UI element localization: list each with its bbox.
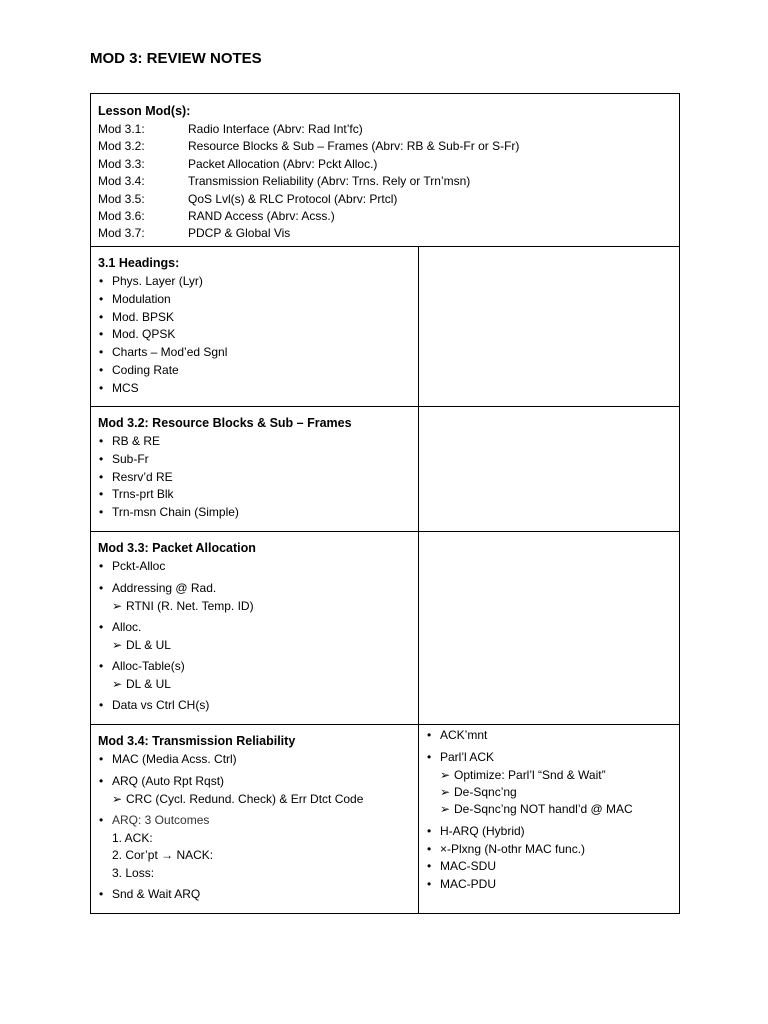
list-item — [98, 697, 411, 715]
arrow-bullet-icon: ➢ — [112, 637, 123, 652]
section-3-4-cell — [91, 725, 419, 913]
list-item-text: MAC-PDU — [440, 877, 496, 892]
lessons-heading: Lesson Mod(s): — [98, 104, 191, 118]
lesson-code: Mod 3.6: — [98, 209, 145, 224]
list-item: • Trn-msn Chain (Simple) — [98, 504, 411, 522]
list-item: • Sub-Fr — [98, 451, 411, 469]
arrow-bullet-icon: ➢ — [440, 785, 451, 799]
section-3-1-row — [91, 247, 679, 407]
sub-item-text: RTNI (R. Net. Temp. ID) — [126, 598, 254, 613]
sub-item-text: CRC (Cycl. Redund. Check) & Err Dtct Code — [126, 791, 364, 806]
list-item — [426, 749, 672, 819]
arrow-bullet-icon: ➢ — [112, 598, 123, 613]
list-item-text: Snd & Wait ARQ — [112, 887, 201, 902]
section-3-4-notes — [419, 725, 679, 913]
section-heading: Mod 3.3: Packet Allocation — [98, 541, 256, 555]
arrow-bullet-icon: ➢ — [440, 802, 451, 817]
section-heading: 3.1 Headings: — [98, 256, 180, 270]
section-3-2-cell — [91, 407, 419, 531]
section-3-3-row — [91, 532, 679, 725]
sub-item — [112, 598, 411, 615]
bullet-list — [98, 273, 411, 398]
arrow-bullet-icon: ➢ — [112, 791, 123, 806]
list-item: • MCS — [98, 380, 411, 398]
sub-item-text: Optimize: Parl’l “Snd & Wait” — [454, 767, 606, 782]
page-title: MOD 3: REVIEW NOTES — [90, 50, 262, 67]
section-heading: Mod 3.4: Transmission Reliability — [98, 734, 296, 748]
sub-item — [440, 784, 672, 801]
notes-table — [90, 93, 680, 914]
list-item — [426, 727, 672, 745]
section-3-2-row — [91, 407, 679, 532]
arrow-bullet-icon: ➢ — [440, 767, 451, 782]
list-item-text: Pckt-Alloc — [112, 559, 166, 573]
lesson-desc: Packet Allocation (Abrv: Pckt Alloc.) — [188, 156, 378, 171]
list-item — [426, 841, 672, 859]
bullet-list — [98, 558, 411, 715]
list-item-text: MAC-SDU — [440, 859, 496, 874]
section-heading: Mod 3.2: Resource Blocks & Sub – Frames — [98, 416, 352, 430]
lesson-desc: Radio Interface (Abrv: Rad Int’fc) — [188, 122, 363, 136]
list-item: • Coding Rate — [98, 362, 411, 380]
section-3-3-cell — [91, 532, 419, 724]
sub-item — [112, 791, 411, 808]
list-item: • Mod. BPSK — [98, 309, 411, 327]
list-item — [426, 858, 672, 876]
lesson-item — [98, 121, 672, 138]
list-item — [426, 876, 672, 894]
lessons-list — [98, 121, 672, 243]
lesson-item — [98, 225, 672, 242]
sub-item-text: DL & UL — [126, 637, 171, 652]
list-item — [98, 619, 411, 654]
lesson-item — [98, 191, 672, 208]
numbered-item: 2. Cor’pt → NACK: — [112, 848, 214, 863]
list-item: • Trns-prt Blk — [98, 486, 411, 504]
list-item: • Phys. Layer (Lyr) — [98, 273, 411, 291]
list-item-text: ×-Plxng (N-othr MAC func.) — [440, 841, 586, 856]
lesson-desc: PDCP & Global Vis — [188, 226, 291, 241]
list-item-text: Alloc. — [112, 620, 142, 634]
lesson-item — [98, 173, 672, 190]
lesson-code: Mod 3.2: — [98, 139, 145, 154]
list-item: • Resrv’d RE — [98, 469, 411, 487]
list-item-text: Data vs Ctrl CH(s) — [112, 698, 210, 713]
lesson-code: Mod 3.3: — [98, 156, 145, 171]
sub-item — [440, 767, 672, 784]
list-item — [98, 773, 411, 808]
lesson-item — [98, 138, 672, 155]
list-item — [98, 558, 411, 576]
section-3-3-notes — [419, 532, 679, 724]
list-item — [98, 580, 411, 615]
numbered-item: 3. Loss: — [112, 865, 155, 880]
lessons-row — [91, 94, 679, 247]
section-3-1-cell — [91, 247, 419, 406]
lesson-code: Mod 3.7: — [98, 226, 145, 241]
lesson-code: Mod 3.4: — [98, 174, 145, 189]
list-item — [98, 658, 411, 693]
lesson-desc: Resource Blocks & Sub – Frames (Abrv: RB & Sub-Fr or S-Fr) — [188, 139, 520, 154]
bullet-list — [426, 727, 672, 894]
list-item — [98, 886, 411, 904]
list-item-text: Alloc-Table(s) — [112, 659, 185, 674]
list-item-text: ACK’mnt — [440, 728, 488, 742]
list-item-text: Addressing @ Rad. — [112, 580, 217, 595]
list-item-text: MAC (Media Acss. Ctrl) — [112, 752, 237, 766]
lesson-code: Mod 3.5: — [98, 191, 145, 206]
list-item-text: Parl’l ACK — [440, 749, 495, 764]
list-item: • Modulation — [98, 291, 411, 309]
list-item-text: ARQ (Auto Rpt Rqst) — [112, 773, 225, 788]
bullet-list — [98, 751, 411, 904]
list-item-text: H-ARQ (Hybrid) — [440, 823, 525, 838]
list-item — [98, 812, 411, 882]
section-3-2-notes — [419, 407, 679, 531]
sub-item-text: De-Sqnc’ng NOT handl’d @ MAC — [454, 802, 633, 817]
lessons-cell — [91, 94, 679, 246]
sub-item — [112, 676, 411, 693]
list-item: • Mod. QPSK — [98, 326, 411, 344]
sub-item — [112, 637, 411, 654]
bullet-list — [98, 433, 411, 522]
lesson-desc: RAND Access (Abrv: Acss.) — [188, 209, 335, 224]
sub-item — [440, 801, 672, 818]
section-3-4-row — [91, 725, 679, 913]
list-item: • RB & RE — [98, 433, 411, 451]
lesson-desc: QoS Lvl(s) & RLC Protocol (Abrv: Prtcl) — [188, 191, 398, 206]
numbered-item: 1. ACK: — [112, 830, 153, 845]
lesson-code: Mod 3.1: — [98, 122, 145, 136]
lesson-item — [98, 156, 672, 173]
list-item-text: ARQ: 3 Outcomes — [112, 813, 210, 827]
lesson-item — [98, 208, 672, 225]
sub-item-text: DL & UL — [126, 677, 171, 691]
arrow-bullet-icon: ➢ — [112, 677, 123, 691]
list-item — [426, 823, 672, 841]
list-item — [98, 751, 411, 769]
section-3-1-notes — [419, 247, 679, 406]
list-item: • Charts – Mod’ed Sgnl — [98, 344, 411, 362]
lesson-desc: Transmission Reliability (Abrv: Trns. Rely or Trn’msn) — [188, 174, 471, 189]
sub-item-text: De-Sqnc’ng — [454, 785, 517, 799]
